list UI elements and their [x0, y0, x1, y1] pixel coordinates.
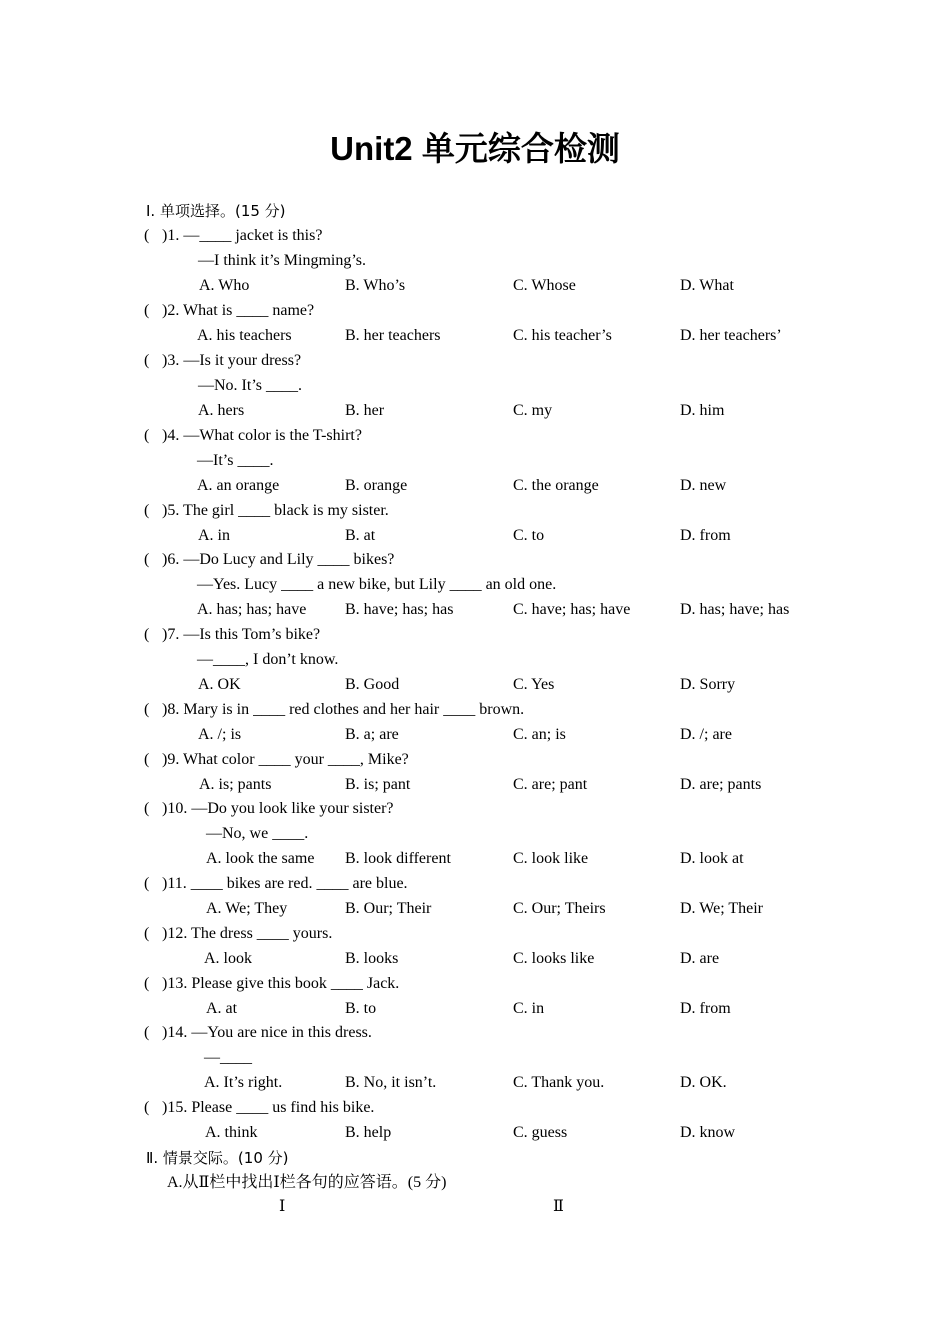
option-a: A. It’s right.: [204, 1074, 283, 1091]
answer-paren: (: [144, 1024, 150, 1041]
option-d: D. Sorry: [680, 676, 736, 693]
option-d: D. new: [680, 477, 727, 494]
question-reply: —No. It’s ____.: [198, 377, 302, 394]
question-text: )2. What is ____ name?: [162, 302, 315, 319]
option-d: D. from: [680, 1000, 731, 1017]
option-c: C. guess: [513, 1124, 568, 1141]
question-text: )4. —What color is the T-shirt?: [162, 427, 362, 444]
option-a: A. OK: [198, 676, 241, 693]
option-b: B. Good: [345, 676, 400, 693]
question-text: )8. Mary is in ____ red clothes and her hair ____ brown.: [162, 701, 525, 718]
question-reply: —Yes. Lucy ____ a new bike, but Lily ____ an old one.: [197, 576, 557, 593]
option-c: C. the orange: [513, 477, 599, 494]
answer-paren: (: [144, 975, 150, 992]
column-1-heading: Ⅰ: [279, 1198, 286, 1215]
option-b: B. look different: [345, 850, 451, 867]
option-d: D. are; pants: [680, 776, 762, 793]
question-text: )10. —Do you look like your sister?: [162, 800, 394, 817]
option-a: A. at: [206, 1000, 238, 1017]
question-reply: —No, we ____.: [206, 825, 309, 842]
option-d: D. know: [680, 1124, 736, 1141]
option-a: A. think: [205, 1124, 258, 1141]
question-text: )14. —You are nice in this dress.: [162, 1024, 372, 1041]
option-c: C. to: [513, 527, 545, 544]
option-b: B. is; pant: [345, 776, 411, 793]
option-c: C. have; has; have: [513, 601, 631, 618]
answer-paren: (: [144, 352, 150, 369]
option-b: B. her teachers: [345, 327, 441, 344]
option-c: C. his teacher’s: [513, 327, 612, 344]
answer-paren: (: [144, 875, 150, 892]
option-a: A. in: [198, 527, 230, 544]
option-a: A. /; is: [198, 726, 242, 743]
answer-paren: (: [144, 701, 150, 718]
section-2-heading: Ⅱ. 情景交际。(10 分): [146, 1149, 289, 1167]
option-a: A. is; pants: [199, 776, 272, 793]
question-text: )3. —Is it your dress?: [162, 352, 302, 369]
question-text: )11. ____ bikes are red. ____ are blue.: [162, 875, 408, 892]
option-b: B. have; has; has: [345, 601, 454, 618]
option-c: C. an; is: [513, 726, 566, 743]
option-b: B. looks: [345, 950, 399, 967]
question-text: )15. Please ____ us find his bike.: [162, 1099, 375, 1116]
option-d: D. What: [680, 277, 734, 294]
option-c: C. in: [513, 1000, 545, 1017]
option-b: B. to: [345, 1000, 377, 1017]
option-c: C. are; pant: [513, 776, 588, 793]
question-text: )1. —____ jacket is this?: [162, 227, 323, 244]
option-b: B. help: [345, 1124, 392, 1141]
option-d: D. /; are: [680, 726, 732, 743]
option-b: B. Who’s: [345, 277, 406, 294]
question-text: )7. —Is this Tom’s bike?: [162, 626, 321, 643]
answer-paren: (: [144, 626, 150, 643]
question-text: )6. —Do Lucy and Lily ____ bikes?: [162, 551, 395, 568]
option-b: B. No, it isn’t.: [345, 1074, 437, 1091]
option-c: C. my: [513, 402, 553, 419]
answer-paren: (: [144, 551, 150, 568]
question-reply: —____: [204, 1049, 252, 1066]
option-b: B. at: [345, 527, 376, 544]
option-d: D. look at: [680, 850, 744, 867]
answer-paren: (: [144, 751, 150, 768]
answer-paren: (: [144, 925, 150, 942]
answer-paren: (: [144, 427, 150, 444]
option-c: C. Thank you.: [513, 1074, 605, 1091]
option-c: C. looks like: [513, 950, 595, 967]
option-a: A. Who: [199, 277, 250, 294]
option-c: C. Our; Theirs: [513, 900, 606, 917]
question-reply: —I think it’s Mingming’s.: [198, 252, 367, 269]
option-a: A. We; They: [206, 900, 288, 917]
question-text: )5. The girl ____ black is my sister.: [162, 502, 389, 519]
option-a: A. look the same: [206, 850, 315, 867]
option-d: D. him: [680, 402, 725, 419]
option-d: D. We; Their: [680, 900, 763, 917]
answer-paren: (: [144, 302, 150, 319]
option-b: B. her: [345, 402, 385, 419]
option-d: D. from: [680, 527, 731, 544]
question-reply: —____, I don’t know.: [197, 651, 339, 668]
answer-paren: (: [144, 1099, 150, 1116]
option-b: B. a; are: [345, 726, 399, 743]
answer-paren: (: [144, 502, 150, 519]
option-a: A. his teachers: [197, 327, 292, 344]
option-c: C. Yes: [513, 676, 555, 693]
option-a: A. has; has; have: [197, 601, 307, 618]
question-text: )9. What color ____ your ____, Mike?: [162, 751, 409, 768]
option-d: D. has; have; has: [680, 601, 790, 618]
option-b: B. orange: [345, 477, 408, 494]
answer-paren: (: [144, 227, 150, 244]
option-d: D. her teachers’: [680, 327, 782, 344]
page-title: Unit2 单元综合检测: [330, 130, 620, 167]
column-2-heading: Ⅱ: [553, 1198, 564, 1215]
option-d: D. are: [680, 950, 720, 967]
question-reply: —It’s ____.: [197, 452, 274, 469]
section-2a-instruction: A.从Ⅱ栏中找出Ⅰ栏各句的应答语。(5 分): [167, 1174, 447, 1191]
section-1-heading: Ⅰ. 单项选择。(15 分): [146, 202, 286, 220]
option-a: A. an orange: [197, 477, 280, 494]
option-a: A. look: [204, 950, 252, 967]
option-c: C. look like: [513, 850, 589, 867]
question-text: )12. The dress ____ yours.: [162, 925, 333, 942]
option-c: C. Whose: [513, 277, 576, 294]
answer-paren: (: [144, 800, 150, 817]
option-d: D. OK.: [680, 1074, 727, 1091]
option-a: A. hers: [198, 402, 245, 419]
option-b: B. Our; Their: [345, 900, 432, 917]
question-text: )13. Please give this book ____ Jack.: [162, 975, 400, 992]
